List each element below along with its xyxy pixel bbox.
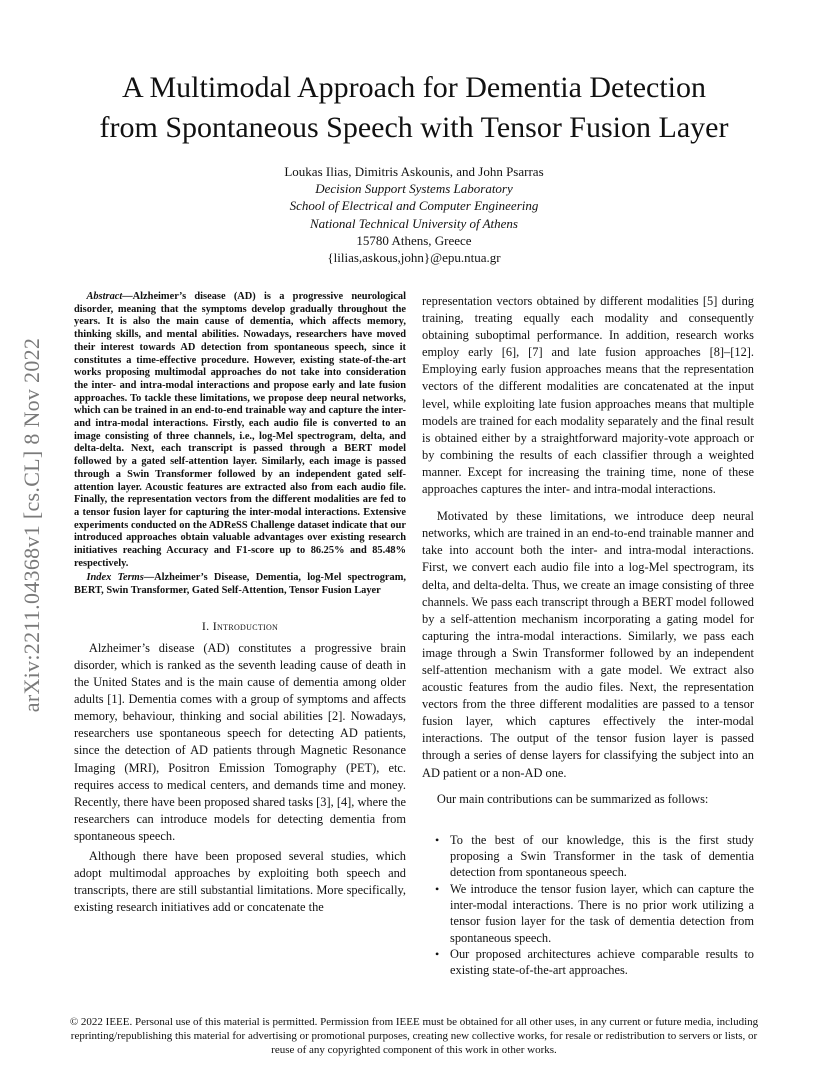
list-item: • Our proposed architectures achieve comparable results to existing state-of-the-art approaches. (422, 946, 754, 979)
contributions-intro: Our main contributions can be summarized as follows: (436, 791, 709, 806)
copyright-footer: © 2022 IEEE. Personal use of this material is permitted. Permission from IEEE must be obtained for all other uses, in any current or future media, including reprinting/republishing this material for advertising or promotional purposes, creating new collective works, for resale or redistribution to servers or lists, or reuse of any copyrighted component of this work in other works. (69, 1016, 759, 1056)
author-email: {lilias,askous,john}@epu.ntua.gr (327, 250, 501, 266)
title-line-2: from Spontaneous Speech with Tensor Fusion Layer (99, 111, 729, 144)
author-names: Loukas Ilias, Dimitris Askounis, and John Psarras (284, 164, 544, 179)
section-name: Introduction (212, 618, 279, 633)
index-terms (74, 572, 406, 597)
abstract-text: —Alzheimer’s disease (AD) is a progressive neurological disorder, meaning that the symptoms develop gradually throughout the years. It is also the main cause of dementia, which affects memory, thinking skills, and mental abilities. Nowadays, researchers have moved their interest towards AD detection from spontaneous speech, since it constitutes a time-effective procedure. However, existing state-of-the-art works proposing multimodal approaches do not take into consideration the inter- and intra-modal interactions and propose early and late fusion approaches. To tackle these limitations, we propose deep neural networks, which can be trained in an end-to-end trainable way and capture the inter- and intra-modal interactions. Firstly, each audio file is converted to an image consisting of three channels, i.e., log-Mel spectrogram, delta, and delta-delta. Next, each transcript is passed through a BERT model followed by a gated self-attention layer. Similarly, each image is passed through a Swin Transformer followed by an independent gated self-attention layer. Acoustic features are extracted also from each audio file. Finally, the representation vectors from the different modalities are fed to a tensor fusion layer for capturing the inter-modal interactions. Extensive experiments conducted on the ADReSS Challenge dataset indicate that our introduced approaches obtain valuable advantages over existing research initiatives reaching Accuracy and F1-score up to 86.25% and 85.48% respectively. (74, 291, 406, 569)
left-column (74, 291, 406, 916)
list-item: • We introduce the tensor fusion layer, which can capture the inter-modal interactions. There is no prior work utilizing a tensor fusion layer for the task of dementia detection from spontaneous speech. (422, 881, 754, 946)
intro-paragraph-4: Motivated by these limitations, we introduce deep neural networks, which are trained in an end-to-end trainable manner and take into account both the inter- and intra-modal interactions. First, we convert each audio file into a log-Mel spectrogram, its delta, and delta-delta. Thus, we create an image consisting of three channels. We pass each transcript through a BERT model followed by a self-attention mechanism incorporating a gating model for capturing the intra-modal interactions. Similarly, we pass each image through a Swin Transformer followed by an independent self-attention mechanism with a gate model. We extract also acoustic features from the audio files. Next, the representation vectors from the three different modalities are passed to a tensor fusion layer, which captures effectively the inter-modal interactions. The output of the tensor fusion layer is passed through a series of dense layers for classifying the subject into an AD patient or a non-AD one. (422, 509, 754, 780)
affiliation-lab: Decision Support Systems Laboratory (315, 181, 513, 197)
list-item: • To the best of our knowledge, this is the first study proposing a Swin Transformer in the task of dementia detection from spontaneous speech. (422, 832, 754, 881)
index-terms-text: —Alzheimer’s Disease, Dementia, log-Mel spectrogram, BERT, Swin Transformer, Gated Self-Attention, Tensor Fusion Layer (74, 572, 406, 597)
arxiv-sidebar (10, 290, 54, 760)
affiliation-school: School of Electrical and Computer Engineering (289, 198, 539, 214)
author-address: 15780 Athens, Greece (356, 232, 472, 248)
author-block (0, 163, 828, 266)
right-column (422, 293, 754, 978)
intro-paragraph-1: Alzheimer’s disease (AD) constitutes a progressive brain disorder, which is ranked as the seventh leading cause of death in the United States and is the main cause of dementia among older adults [1]. Dementia comes with a group of symptoms and affects memory, behaviour, thinking and social abilities [2]. Nowadays, researchers use spontaneous speech for detecting AD patients, since the detection of AD patients through Magnetic Resonance Imaging (MRI), Positron Emission Tomography (PET), etc. requires access to medical centers, and demands time and money. Recently, there have been proposed shared tasks [3], [4], where the researchers can introduce models for detecting dementia from spontaneous speech. (74, 640, 406, 843)
abstract (74, 291, 406, 570)
contributions-list (422, 832, 754, 979)
index-terms-lead: Index Terms (86, 572, 144, 584)
affiliation-university: National Technical University of Athens (310, 215, 518, 231)
section-heading-introduction (74, 619, 406, 634)
title-line-1: A Multimodal Approach for Dementia Detection (121, 71, 707, 104)
abstract-lead: Abstract (86, 291, 123, 302)
section-number: I. (201, 618, 213, 633)
intro-paragraph-2: Although there have been proposed several studies, which adopt multimodal approaches by exploiting both speech and transcripts, there are still substantial limitations. More specifically, existing research initiatives add or concatenate the (74, 849, 406, 915)
intro-paragraph-3: representation vectors obtained by different modalities [5] during training, treating equally each modality and consequently obtaining suboptimal performance. In addition, research works employ early [6], [7] and late fusion approaches [8]–[12]. Employing early fusion approaches means that the representation vectors of the different modalities are concatenated at the input level, while exploiting late fusion approaches means that multiple models are trained for each modality separately and the final result is obtained either by a straightforward majority-vote approach or by combining the results of each classifier through a weighted manner. Except for increasing the training time, none of these approaches captures the inter- and intra-modal interactions. (422, 294, 754, 497)
paper-title (0, 68, 828, 148)
arxiv-id-label: arXiv:2211.04368v1 [cs.CL] 8 Nov 2022 (19, 337, 44, 713)
